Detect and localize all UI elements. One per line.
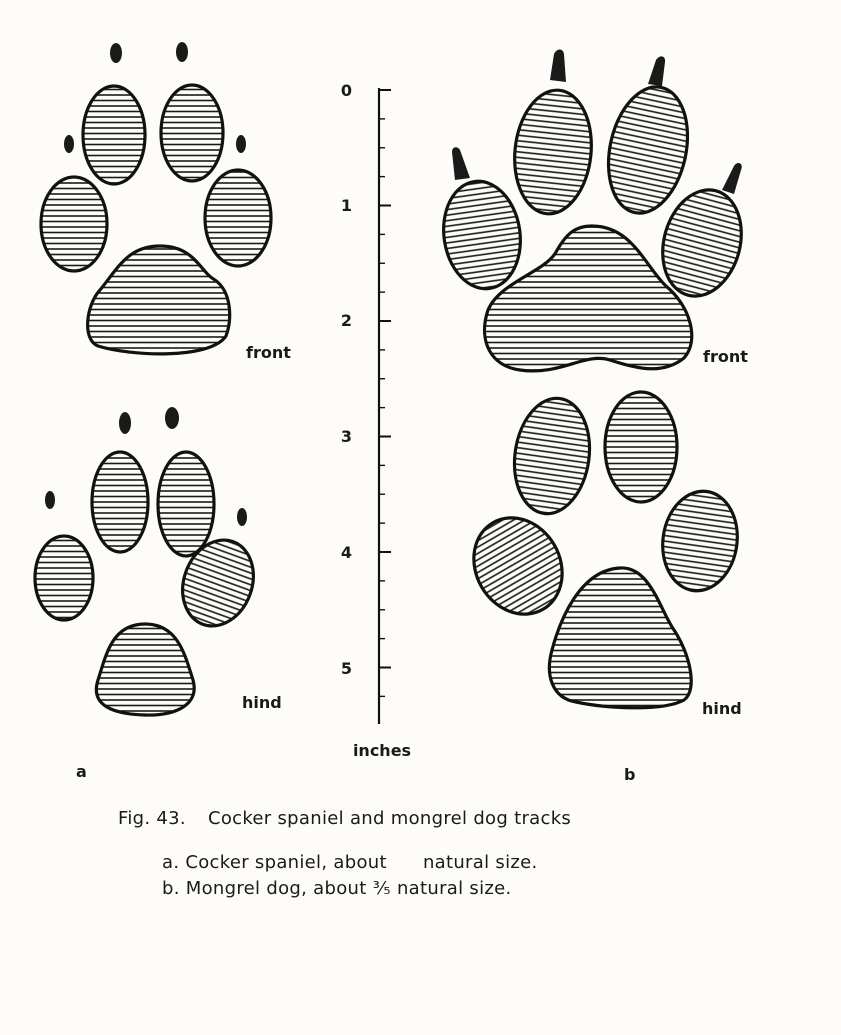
label-b-front: front	[703, 347, 748, 366]
heel-pad	[96, 624, 194, 715]
claw	[45, 491, 55, 509]
ruler-tick-label-2: 2	[340, 311, 352, 330]
claw	[110, 43, 122, 63]
claw	[550, 50, 566, 83]
track-a-front	[41, 42, 271, 354]
claw	[236, 135, 246, 153]
toe-pad	[457, 502, 580, 631]
claw	[452, 147, 470, 180]
panel-letter-b: b	[624, 765, 636, 784]
toe-pad	[437, 176, 527, 294]
claw	[722, 163, 742, 194]
toe-pad	[35, 536, 93, 620]
inch-ruler	[341, 81, 411, 760]
legend-item-a: a. Cocker spaniel, about natural size.	[162, 852, 538, 873]
toe-pad	[158, 452, 214, 556]
toe-pad	[656, 486, 743, 595]
toe-pad	[509, 86, 598, 217]
track-a-hind	[35, 407, 265, 715]
toe-pad	[92, 452, 148, 552]
ruler-unit-label: inches	[352, 741, 412, 760]
claw	[119, 412, 131, 434]
toe-pad	[83, 86, 145, 184]
toe-pad	[507, 393, 596, 518]
figure-caption	[118, 808, 571, 829]
heel-pad	[549, 568, 691, 708]
label-a-front: front	[246, 343, 291, 362]
label-a-hind: hind	[242, 693, 282, 712]
toe-pad	[605, 392, 677, 502]
legend-item-b: b. Mongrel dog, about ³⁄₅ natural size.	[162, 878, 512, 899]
claw	[165, 407, 179, 429]
ruler-tick-label-3: 3	[340, 427, 352, 446]
ruler-tick-label-0: 0	[340, 81, 352, 100]
ruler-tick-label-5: 5	[340, 659, 352, 678]
track-b-front	[437, 50, 753, 371]
figure-number: Fig. 43.	[118, 808, 186, 829]
ruler-tick-label-4: 4	[340, 543, 352, 562]
toe-pad	[161, 85, 223, 181]
figure-title: Cocker spaniel and mongrel dog tracks	[207, 808, 572, 829]
track-b-hind	[457, 392, 744, 708]
toe-pad	[205, 170, 271, 266]
toe-pad	[41, 177, 107, 271]
heel-pad	[88, 246, 230, 354]
claw	[237, 508, 247, 526]
label-b-hind: hind	[702, 699, 742, 718]
claw	[648, 56, 665, 86]
claw	[176, 42, 188, 62]
ruler-tick-label-1: 1	[340, 196, 352, 215]
caption-legend	[162, 850, 538, 902]
panel-letter-a: a	[76, 762, 87, 781]
claw	[64, 135, 74, 153]
ruler-ticks	[379, 90, 391, 696]
